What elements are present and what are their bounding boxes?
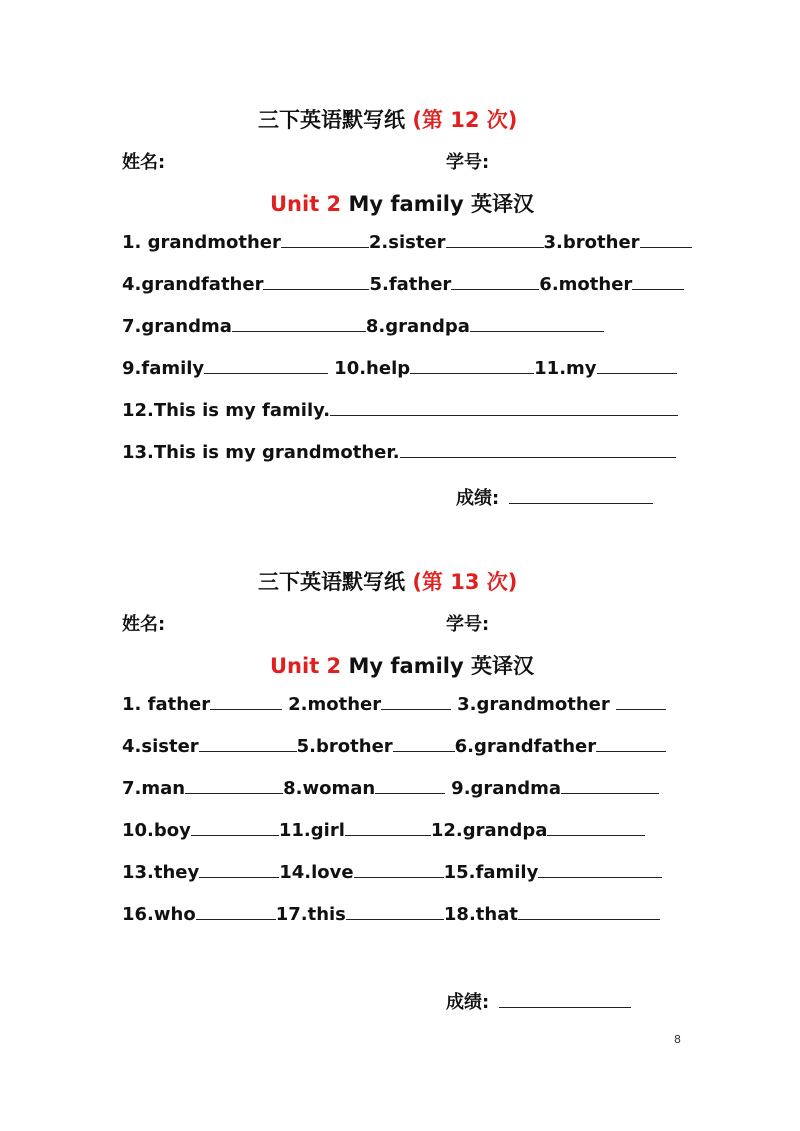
- answer-blank[interactable]: [597, 359, 677, 374]
- sheet2-word: 18.that: [443, 904, 518, 925]
- sheet2-score-label: 成绩:: [446, 992, 490, 1013]
- sheet1-score: [456, 484, 653, 510]
- answer-blank[interactable]: [375, 779, 445, 794]
- answer-blank[interactable]: [345, 821, 431, 836]
- sheet1-word: 5.father: [369, 274, 452, 295]
- sheet1-id-label: 学号:: [446, 152, 490, 173]
- answer-blank[interactable]: [561, 779, 659, 794]
- sheet2-word: 15.family: [443, 862, 539, 883]
- answer-blank[interactable]: [451, 275, 539, 290]
- answer-blank[interactable]: [640, 233, 692, 248]
- answer-blank[interactable]: [538, 863, 662, 878]
- sheet2-word: 7.man: [122, 778, 186, 799]
- sheet1-word: 1. grandmother: [122, 232, 281, 253]
- answer-blank[interactable]: [381, 695, 451, 710]
- sheet1-title: [258, 104, 517, 134]
- sheet2-word: 10.boy: [122, 820, 191, 841]
- answer-blank[interactable]: [210, 695, 282, 710]
- sheet2-word: 12.grandpa: [430, 820, 548, 841]
- sheet2-row-2: [122, 736, 666, 757]
- answer-blank[interactable]: [393, 737, 455, 752]
- score-blank[interactable]: [499, 993, 631, 1008]
- sheet1-unit-heading: [270, 188, 534, 218]
- sheet1-title-number: (第 12 次): [412, 108, 518, 132]
- answer-blank[interactable]: [196, 905, 276, 920]
- answer-blank[interactable]: [191, 821, 279, 836]
- sheet2-word: 2.mother: [288, 694, 382, 715]
- sheet1-word: 11.my: [534, 358, 597, 379]
- sheet1-sentence: 12.This is my family.: [122, 400, 331, 421]
- sheet2-word: 1. father: [122, 694, 211, 715]
- sheet2-word: 4.sister: [122, 736, 199, 757]
- sheet1-word: 2.sister: [368, 232, 446, 253]
- sheet2-title-prefix: 三下英语默写纸: [258, 570, 405, 594]
- sheet2-name-label: 姓名:: [122, 614, 166, 635]
- answer-blank[interactable]: [518, 905, 660, 920]
- sheet2-word: 11.girl: [278, 820, 345, 841]
- sheet1-score-label: 成绩:: [456, 488, 500, 509]
- sheet1-sentence: 13.This is my grandmother.: [122, 442, 400, 463]
- answer-blank[interactable]: [199, 737, 297, 752]
- answer-blank[interactable]: [632, 275, 684, 290]
- sheet1-row-4: [122, 358, 677, 379]
- sheet2-word: 5.brother: [296, 736, 393, 757]
- answer-blank[interactable]: [616, 695, 666, 710]
- answer-blank[interactable]: [354, 863, 444, 878]
- sheet2-title-number: (第 13 次): [412, 570, 518, 594]
- answer-blank[interactable]: [204, 359, 328, 374]
- sheet2-word: 3.grandmother: [457, 694, 610, 715]
- sheet1-row-3: [122, 316, 604, 337]
- answer-blank[interactable]: [232, 317, 366, 332]
- sheet2-unit-title: My family 英译汉: [348, 654, 534, 678]
- sheet2-score: [446, 988, 631, 1014]
- sheet1-word: 6.mother: [539, 274, 633, 295]
- answer-blank[interactable]: [330, 401, 678, 416]
- sheet2-row-6: [122, 904, 660, 925]
- sheet2-word: 8.woman: [283, 778, 376, 799]
- sheet2-id-label: 学号:: [446, 614, 490, 635]
- sheet1-unit-title: My family 英译汉: [348, 192, 534, 216]
- sheet2-word: 14.love: [279, 862, 354, 883]
- sheet2-row-5: [122, 862, 662, 883]
- sheet2-title: [258, 566, 517, 596]
- answer-blank[interactable]: [346, 905, 444, 920]
- answer-blank[interactable]: [400, 443, 676, 458]
- sheet1-word: 8.grandpa: [365, 316, 470, 337]
- sheet2-word: 17.this: [275, 904, 346, 925]
- score-blank[interactable]: [509, 489, 653, 504]
- sheet1-row-6: [122, 442, 676, 463]
- sheet1-word: 9.family: [122, 358, 205, 379]
- sheet1-word: 7.grandma: [122, 316, 232, 337]
- answer-blank[interactable]: [263, 275, 369, 290]
- sheet2-row-1: [122, 694, 666, 715]
- sheet1-unit-number: Unit 2: [270, 192, 342, 216]
- answer-blank[interactable]: [281, 233, 369, 248]
- answer-blank[interactable]: [410, 359, 534, 374]
- sheet2-unit-number: Unit 2: [270, 654, 342, 678]
- sheet2-word: 13.they: [122, 862, 200, 883]
- answer-blank[interactable]: [199, 863, 279, 878]
- sheet1-name-label: 姓名:: [122, 152, 166, 173]
- sheet1-title-prefix: 三下英语默写纸: [258, 108, 405, 132]
- sheet2-row-4: [122, 820, 645, 841]
- answer-blank[interactable]: [446, 233, 544, 248]
- sheet1-word: 4.grandfather: [122, 274, 264, 295]
- sheet2-word: 16.who: [122, 904, 196, 925]
- sheet1-row-2: [122, 274, 684, 295]
- sheet1-row-5: [122, 400, 678, 421]
- page-number: 8: [674, 1033, 681, 1046]
- answer-blank[interactable]: [470, 317, 604, 332]
- sheet2-word: 6.grandfather: [454, 736, 597, 757]
- answer-blank[interactable]: [596, 737, 666, 752]
- sheet2-row-3: [122, 778, 659, 799]
- sheet1-word: 3.brother: [543, 232, 640, 253]
- answer-blank[interactable]: [185, 779, 283, 794]
- sheet1-word: 10.help: [334, 358, 411, 379]
- sheet1-row-1: [122, 232, 692, 253]
- answer-blank[interactable]: [547, 821, 645, 836]
- sheet2-unit-heading: [270, 650, 534, 680]
- sheet2-word: 9.grandma: [451, 778, 562, 799]
